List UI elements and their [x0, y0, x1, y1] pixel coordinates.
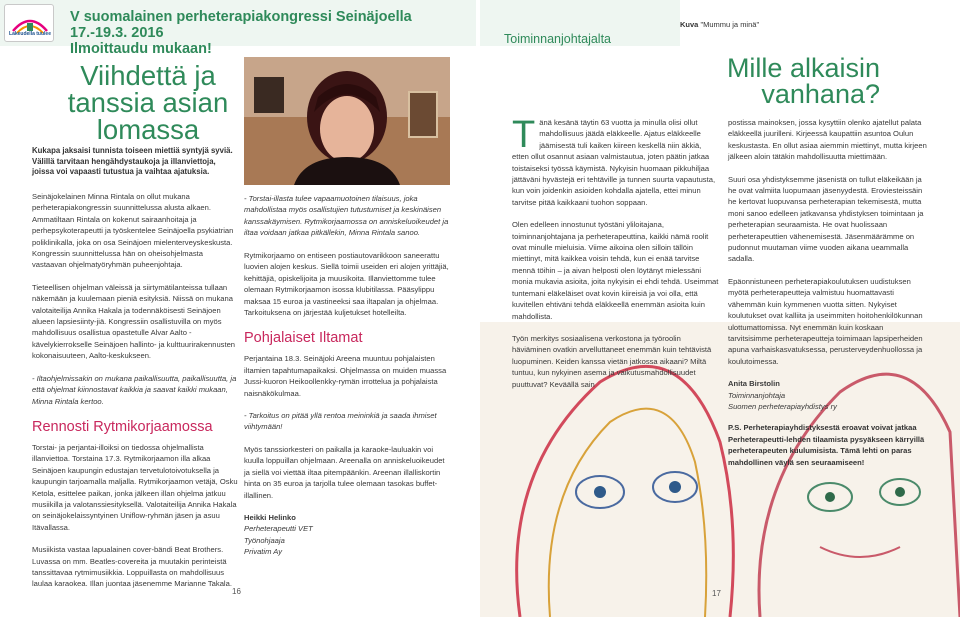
subheading-rytmikorjaamo: Rennosti Rytmikorjaamossa [32, 418, 213, 435]
page-headline: Viihdettä ja tanssia asian lomassa [67, 60, 229, 145]
paragraph: Myös tanssiorkesteri on paikalla ja karaoke-lauluakin voi kuulla loppuillan ohjelmaan. Areenalla on anniskeluoikeudet ja siellä voi viettää iltaa pitempäänkin. Areenan illalliskortin hinta on 35 euroa ja tarjolla tulee olemaan tasokas buffet-illallinen. [244, 444, 445, 500]
left-column-2 [244, 250, 450, 558]
paragraph: Seinäjokelainen Minna Rintala on ollut mukana perheterapiakongressin suunnittelussa alusta alkaen. Ammatiltaan Rintala on kokenut sairaanhoitaja ja perhepsykoterapeutti ja työskentelee Seinäjoella psykiatrian poliklinikalla, joka on osa Seinäjoen mielenterveyskeskusta. Kongressin suunnittelussa hän on oheisohjelmasta vastaavan ohjelmatyöryhmän puheenjohtaja. [32, 192, 234, 270]
postscript: P.S. Perheterapiayhdistyksestä eroavat voivat jatkaa Perheterapeutti-lehden tilaamista pysyäkseen kärryillä perheterapeuten kuulumisista. Tämä lehti on paras mahdollinen väylä sen seuraamiseen! [728, 423, 925, 467]
logo-icon [5, 5, 55, 43]
paragraph: Perjantaina 18.3. Seinäjoki Areena muuntuu pohjalaisten iltamien tapahtumapaikaksi. Ohjelmassa on muiden muassa Jussi-kuoron Heikoollenkky-rymän irrottelua ja pohjalaista naisnäkökulmaa. [244, 354, 447, 398]
banner-title: V suomalainen perheterapiakongressi Seinäjoella 17.-19.3. 2016 Ilmoittaudu mukaan! [70, 9, 412, 57]
paragraph: postissa mainoksen, jossa kysyttiin olenko ajatellut palata eläkkeellä juurilleni. Kirjeessä kaupattiin asuntoa Oulun keskustasta. En ollut asiaa aiemmin miettinyt, mutta kirjeen jälkeen aloin tätäkin mahdollisuutta miettimään. [728, 118, 927, 162]
quote: - Iltaohjelmissakin on mukana paikallisuutta, paikallisuutta, ja että ohjelmat kiinnostavat kaikkia ja saavat kaikki mukaan, Minna Rintala kertoo. [32, 373, 237, 406]
paragraph: Suuri osa yhdistyksemme jäsenistä on tullut eläkeikään ja he ovat valmiita luopumaan jäsenyydestä. Eroviesteissäin he kertovat luopuvansa perheterapian tekemisestä, mutta moni sanoo edelleen jatkavansa yhdistyksen toimintaan ja perheterapian seuraamista. He ovat huolissaan perheterapeuttien vähenemisestä. Jäsenmäärämme on pudonnut muutaman viime vuoden aikana ueammalla sadalla. [728, 174, 924, 264]
paragraph: T änä kesänä täytin 63 vuotta ja minulla olisi ollut mahdollisuus jäädä eläkkeelle. Ajatus eläkkeelle jäämisestä tuli kaiken kiireen keskellä niin äkkiä, etten ollut osannut asiaan valmistautua, joten päätin jatkaa toistaiseksi työssä käymistä. Nykyisin huomaan pikkuhiljaa jättäväni hyvästejä eri tehtäville ja tunnen suurta vapautusta, kun voin joidenkin asioiden kohdalla ajatella, ettei minun tarvitse pitää kaikkaani tuohon soppaan. [512, 114, 716, 207]
paragraph: Rytmikorjaamo on entiseen postiautovarikkoon saneerattu luovien alojen keskus. Siellä toimii useiden eri alojen yrittäjiä, kehittäjiä, opiskelijoita ja muusikoita. Illanviettomme tulee olemaan Rytmikorjaamon isossa klubitilassa. Pääsylippu maksaa 15 euroa ja vastineeksi saa iltapalan ja ohjelmaa. Tarkoituksena on järjestää kuljetukset hotelleilta. [244, 251, 449, 318]
section-title: Toiminnanjohtajalta [504, 32, 612, 46]
logo-text: Lakeudella tuulee [9, 31, 51, 37]
signature-name: Anita Birstolin [728, 379, 780, 389]
portrait-photo [244, 57, 450, 185]
page-number: 17 [712, 589, 721, 598]
paragraph: Työn merkitys sosiaalisena verkostona ja työroolin häviäminen ovatkin arvelluttaneet enemmän kuin tehtävistä luopuminen. Keiden kanssa vietän jatkossa aikaani? Miltä tuntuu, kun nykyinen asema ja vaikutusmahdollisuudet puuttuvat? Keväällä sain [512, 333, 712, 389]
page-headline: Mille alkaisin vanhana? [726, 53, 880, 109]
image-credit: Kuva "Mummu ja minä" [680, 20, 760, 29]
lead-paragraph: Kukapa jaksaisi tunnista toiseen miettiä syntyjä syviä. Välillä tarvitaan hengähdystaukoja ja illanviettoja, joissa voi vapaasti tutustua ja vaihtaa ajatuksia. [32, 146, 233, 176]
signature-role: Työnohjaaja [244, 535, 285, 545]
paragraph: Epäonnistuneen perheterapiakoulutuksen uudistuksen myötä perheterapeutteja valmistuu huomattavasti vähemmän kuin kymmenen vuotta sitten. Nykyiset koulutukset ovat kalliita ja useimmiten hoitohenkilökunnan ulottumattomissa. Nyt enemmän kuin koskaan tarvitsisimme perheterapeutteja toimimaan lapsiperheiden apuna varhaiskasvatuksessa, perusterveydenhuollossa ja koulutoimessa. [728, 276, 923, 366]
paragraph: Musiikista vastaa lapualainen cover-bändi Beat Brothers. Luvassa on mm. Beatles-covereita ja muutakin perinteistä tanssittavaa rytmimusiikkia. Loppuillasta on mahdollisuus laulaa karaokea. Illan juontaa jäsenemme Marianne Takala. [32, 545, 232, 589]
paragraph: Tieteellisen ohjelman väleissä ja siirtymätilanteissa tullaan näkemään ja kuulemaan pieniä esityksiä. Niissä on mukana valotaiteilija Annika Hakala ja todennäköisesti Seinäjoen alueen lapsiesiinty-jiä. Kongressiin osallistuvilla on myös mahdollisuus osallistua opastetulle Alvar Aalto -kävelykierrokselle Seinäjoen hallinto- ja kulttuurirakennusten kokonaisuuteen, Aalto-keskukseen. [32, 282, 236, 361]
photo-image [244, 57, 450, 185]
left-column-1 [32, 191, 238, 601]
dropcap: T [512, 114, 536, 156]
page-number: 16 [232, 587, 241, 596]
logo-lakeudella-tuulee [4, 4, 54, 42]
photo-caption: - Torstai-illasta tulee vapaamuotoinen tilaisuus, joka mahdollistaa myös osallistujien tutustumiset ja keskinäisen kanssakäymisen. Rytmikorjaamossa on anniskeluoikeudet ja iltaa voidaan jatkaa pitkällekin, Minna Rintala sanoo. [244, 194, 449, 238]
signature-role: Suomen perheterapiayhdistys ry [728, 401, 837, 411]
subheading-iltamat: Pohjalaiset Iltamat [244, 330, 363, 347]
paragraph: Torstai- ja perjantai-illoiksi on tiedossa ohjelmallista illanviettoa. Torstaina 17.3. Rytmikorjaamon illa alkaa Seinäjoen kaupungin edustajan tervetulotoivotuksella ja kaupungin tarjoamalla maljalla. Rytmikorjaamon vetäjä, Osku Ketola, esittelee paikan, jonka jälkeen illan ohjelma jatkuu musiikilla ja valotanssiesityksellä. Valotaiteilija Annika Hakala on seinäjokelaissyntyinen Uniflow-ryhmän jäsen ja asuu Itävallassa. [32, 442, 238, 532]
right-column-1 [512, 114, 720, 401]
signature-role: Privatim Ay [244, 547, 283, 557]
signature-name: Heikki Helinko [244, 512, 296, 522]
signature-role: Perheterapeutti VET [244, 524, 313, 534]
paragraph: Olen edelleen innostunut työstäni yliloitajana, toiminnanjohtajana ja perheterapeuttina, kaikki nämä roolit ovat minulle mieluisia. Viime aikoina olen silloin tällöin miettinyt, mitä kaikkea voisin tehdä, kun ei enää tarvitse mennä töihin – ja aivan helposti olen löytänyt mielessäni monia mukavia asioita, joita nykyisin ei ehdi tehdä. Useimmat tuntemani eläkeläiset ovat kovin kiireisiä ja voi olla, että kuvitellen ehtiväni tehdä eläkkeellä enemmän asioita kuin mahdollista. [512, 220, 719, 321]
quote: - Tarkoitus on pitää yllä rentoa meininkiä ja saada ihmiset viihtymään! [244, 411, 437, 432]
right-column-2 [728, 117, 928, 468]
signature-role: Toiminnanjohtaja [728, 390, 786, 400]
